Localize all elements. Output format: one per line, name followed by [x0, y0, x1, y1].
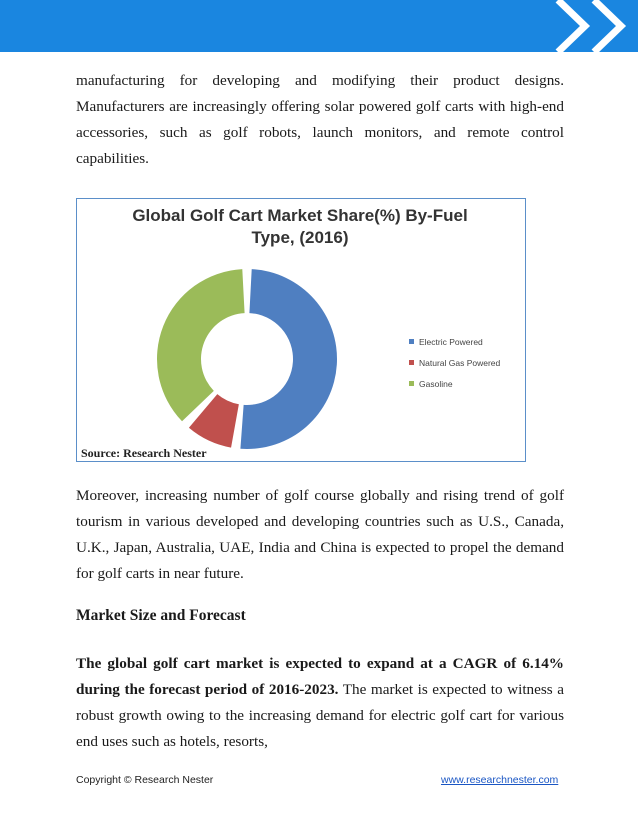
footer-copyright: Copyright © Research Nester [76, 774, 214, 786]
legend-item-gasoline [409, 373, 500, 394]
donut-slice-gasoline [157, 269, 245, 421]
chart-title-line1: Global Golf Cart Market Share(%) By-Fuel [132, 206, 468, 225]
section-heading: Market Size and Forecast [76, 607, 246, 624]
footer-website-link[interactable]: www.researchnester.com [441, 774, 559, 786]
body-paragraph: Moreover, increasing number of golf course globally and rising trend of golf tourism in various developed and developing countries such as U.S., Canada, U.K., Japan, Australia, UAE, India and China is expected to propel the demand for golf carts in near future. [76, 487, 564, 582]
body-paragraph: manufacturing for developing and modifying their product designs. Manufacturers are increasingly offering solar powered golf carts with high-end accessories, such as golf robots, launch monitors, and remote control capabilities. [76, 72, 564, 167]
body-text: The market is expected to witness a robust growth owing to the increasing demand for electric golf cart for various end uses such as hotels, resorts, [76, 681, 564, 750]
legend-label: Electric Powered [419, 336, 483, 347]
chart-title-line2: Type, (2016) [251, 228, 349, 247]
legend-swatch [409, 339, 414, 344]
legend-swatch [409, 381, 414, 386]
donut-chart [77, 199, 525, 461]
chart-legend [409, 331, 500, 394]
legend-label: Gasoline [419, 378, 453, 389]
legend-item-natural-gas [409, 352, 500, 373]
donut-slice-electric-powered [240, 269, 337, 449]
chart-figure [76, 198, 526, 462]
header-bar [0, 0, 638, 52]
chart-source: Source: Research Nester [81, 446, 207, 460]
body-paragraph [76, 651, 564, 755]
highlight-text: The global golf cart market is expected to expand at a CAGR of 6.14% during the forecast period of 2016-2023. [76, 655, 564, 698]
legend-item-electric [409, 331, 500, 352]
legend-swatch [409, 360, 414, 365]
legend-label: Natural Gas Powered [419, 357, 501, 368]
